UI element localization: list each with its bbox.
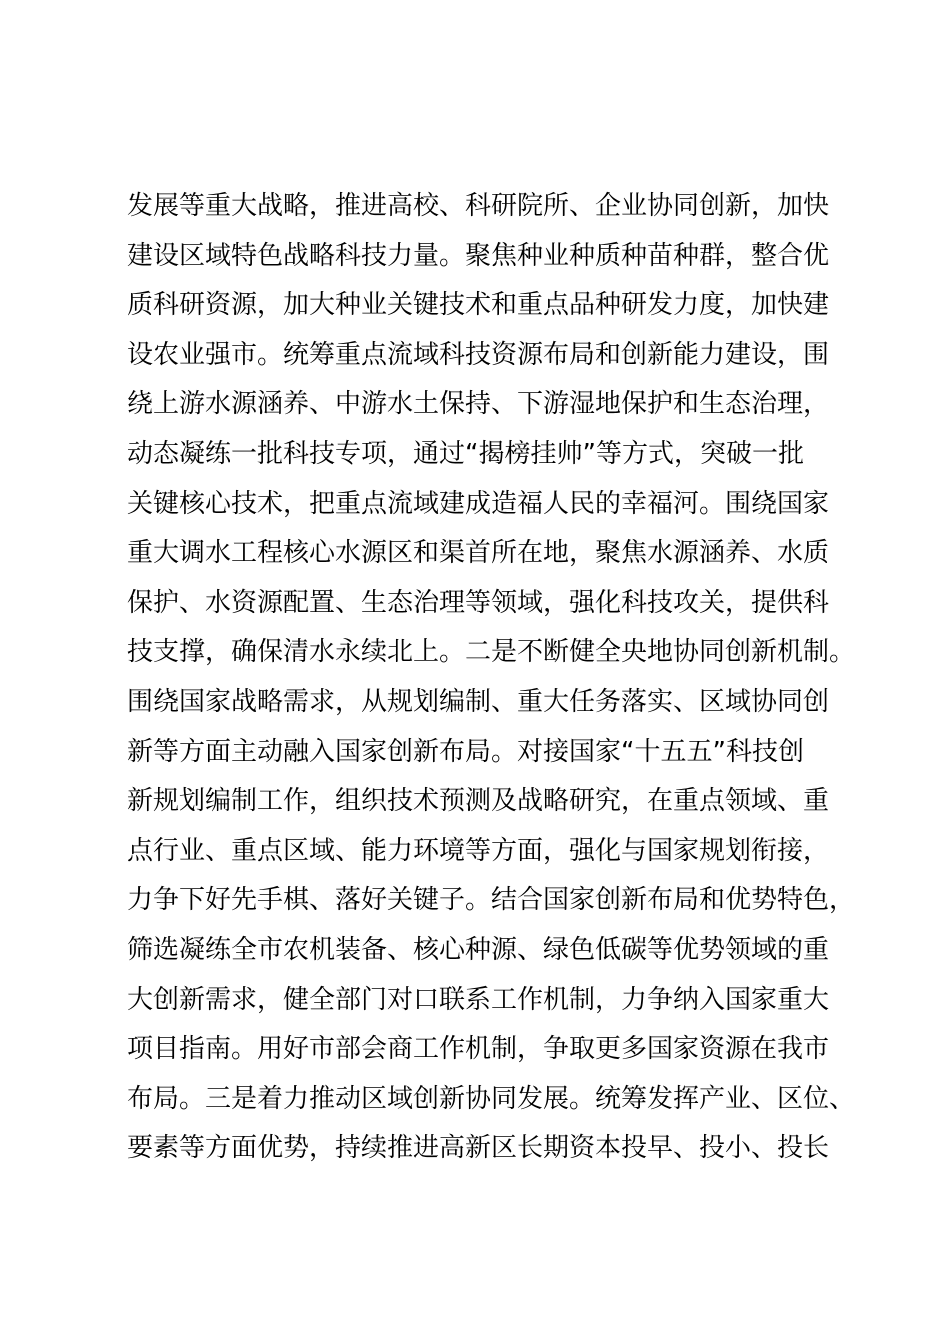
text-line: 设农业强市。统筹重点流域科技资源布局和创新能力建设，围 xyxy=(127,339,830,370)
text-line: 绕上游水源涵养、中游水土保持、下游湿地保护和生态治理， xyxy=(127,389,830,420)
text-line: 建设区域特色战略科技力量。聚焦种业种质种苗种群，整合优 xyxy=(127,240,830,271)
text-line: 新规划编制工作，组织技术预测及战略研究，在重点领域、重 xyxy=(127,786,830,817)
text-line: 动态凝练一批科技专项，通过“揭榜挂帅”等方式，突破一批 xyxy=(127,438,804,469)
text-line: 围绕国家战略需求，从规划编制、重大任务落实、区域协同创 xyxy=(127,686,830,717)
text-line: 筛选凝练全市农机装备、核心种源、绿色低碳等优势领域的重 xyxy=(127,934,830,965)
text-line: 关键核心技术，把重点流域建成造福人民的幸福河。围绕国家 xyxy=(127,488,830,519)
text-line: 重大调水工程核心水源区和渠首所在地，聚焦水源涵养、水质 xyxy=(127,538,830,569)
text-line: 大创新需求，健全部门对口联系工作机制，力争纳入国家重大 xyxy=(127,984,830,1015)
text-line: 力争下好先手棋、落好关键子。结合国家创新布局和优势特色， xyxy=(127,885,856,916)
text-line: 布局。三是着力推动区域创新协同发展。统筹发挥产业、区位、 xyxy=(127,1083,856,1114)
body-paragraph xyxy=(127,182,856,1174)
text-line: 项目指南。用好市部会商工作机制，争取更多国家资源在我市 xyxy=(127,1034,830,1065)
text-line: 保护、水资源配置、生态治理等领域，强化科技攻关，提供科 xyxy=(127,587,830,618)
text-line: 技支撑，确保清水永续北上。二是不断健全央地协同创新机制。 xyxy=(127,637,856,668)
text-line: 质科研资源，加大种业关键技术和重点品种研发力度，加快建 xyxy=(127,290,830,321)
text-line: 点行业、重点区域、能力环境等方面，强化与国家规划衔接， xyxy=(127,835,830,866)
text-line: 发展等重大战略，推进高校、科研院所、企业协同创新，加快 xyxy=(127,191,830,221)
text-line: 新等方面主动融入国家创新布局。对接国家“十五五”科技创 xyxy=(127,736,804,767)
text-line: 要素等方面优势，持续推进高新区长期资本投早、投小、投长 xyxy=(127,1133,830,1164)
